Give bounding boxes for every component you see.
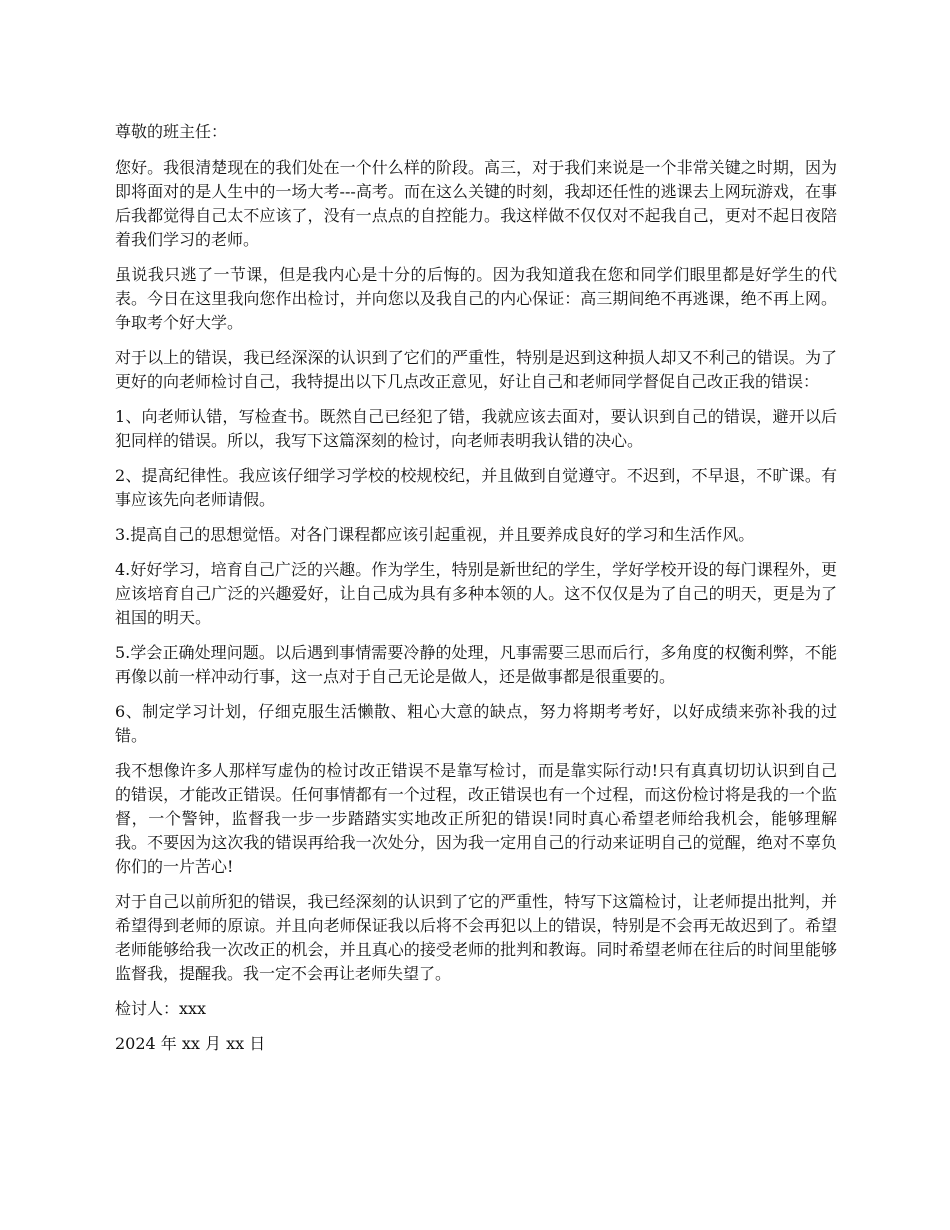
letter-paragraph: 对于以上的错误，我已经深深的认识到了它们的严重性，特别是迟到这种损人却又不利己的错误。为了更好的向老师检讨自己，我特提出以下几点改正意见，好让自己和老师同学督促自己改正我的错误：	[115, 348, 837, 391]
letter-signature: 检讨人：xxx	[115, 999, 207, 1018]
letter-paragraph: 对于自己以前所犯的错误，我已经深刻的认识到了它的严重性，特写下这篇检讨，让老师提出批判，并希望得到老师的原谅。并且向老师保证我以后将不会再犯以上的错误，特别是不会再无故迟到了。希望老师能够给我一次改正的机会，并且真心的接受老师的批判和教诲。同时希望老师在往后的时间里能够监督我，提醒我。我一定不会再让老师失望了。	[115, 892, 837, 983]
letter-paragraph: 1、向老师认错，写检查书。既然自己已经犯了错，我就应该去面对，要认识到自己的错误，避开以后犯同样的错误。所以，我写下这篇深刻的检讨，向老师表明我认错的决心。	[115, 407, 837, 450]
letter-paragraph: 4.好好学习，培育自己广泛的兴趣。作为学生，特别是新世纪的学生，学好学校开设的每门课程外，更应该培育自己广泛的兴趣爱好，让自己成为具有多种本领的人。这不仅仅是为了自己的明天，更是为了祖国的明天。	[115, 560, 837, 627]
letter-paragraph: 2、提高纪律性。我应该仔细学习学校的校规校纪，并且做到自觉遵守。不迟到，不早退，不旷课。有事应该先向老师请假。	[115, 466, 837, 509]
letter-paragraph: 我不想像许多人那样写虚伪的检讨改正错误不是靠写检讨，而是靠实际行动!只有真真切切认识到自己的错误，才能改正错误。任何事情都有一个过程，改正错误也有一个过程，而这份检讨将是我的一个监督，一个警钟，监督我一步一步踏踏实实地改正所犯的错误!同时真心希望老师给我机会，能够理解我。不要因为这次我的错误再给我一次处分，因为我一定用自己的行动来证明自己的觉醒，绝对不辜负你们的一片苦心!	[115, 761, 837, 876]
letter-paragraph: 3.提高自己的思想觉悟。对各门课程都应该引起重视，并且要养成良好的学习和生活作风。	[115, 525, 755, 544]
letter-paragraph: 虽说我只逃了一节课，但是我内心是十分的后悔的。因为我知道我在您和同学们眼里都是好学生的代表。今日在这里我向您作出检讨，并向您以及我自己的内心保证：高三期间绝不再逃课，绝不再上网。争取考个好大学。	[115, 265, 837, 332]
letter-date: 2024 年 xx 月 xx 日	[115, 1034, 266, 1053]
letter-document	[115, 120, 837, 1067]
letter-greeting: 尊敬的班主任：	[115, 122, 228, 141]
letter-paragraph: 6、制定学习计划，仔细克服生活懒散、粗心大意的缺点，努力将期考考好，以好成绩来弥补我的过错。	[115, 702, 837, 745]
letter-paragraph: 5.学会正确处理问题。以后遇到事情需要冷静的处理，凡事需要三思而后行，多角度的权衡利弊，不能再像以前一样冲动行事，这一点对于自己无论是做人，还是做事都是很重要的。	[115, 643, 837, 686]
letter-paragraph: 您好。我很清楚现在的我们处在一个什么样的阶段。高三，对于我们来说是一个非常关键之时期，因为即将面对的是人生中的一场大考---高考。而在这么关键的时刻，我却还任性的逃课去上网玩游戏，在事后我都觉得自己太不应该了，没有一点点的自控能力。我这样做不仅仅对不起我自己，更对不起日夜陪着我们学习的老师。	[115, 158, 837, 249]
